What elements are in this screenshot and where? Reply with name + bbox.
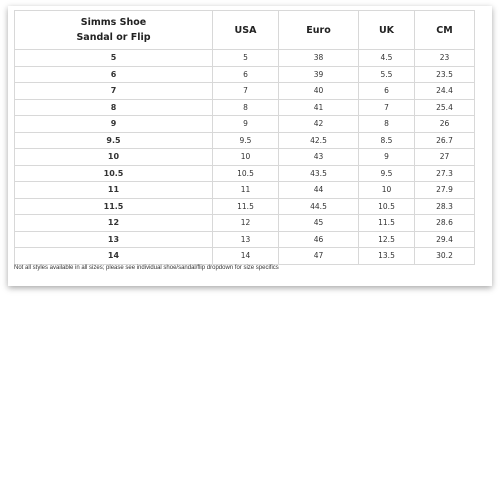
table-cell: 43 xyxy=(279,149,359,166)
table-cell: 26.7 xyxy=(415,132,475,149)
table-cell: 12 xyxy=(15,215,213,232)
table-cell: 8 xyxy=(15,99,213,116)
table-cell: 11.5 xyxy=(213,198,279,215)
table-row xyxy=(15,231,475,248)
table-cell: 4.5 xyxy=(359,50,415,67)
table-cell: 8.5 xyxy=(359,132,415,149)
table-row xyxy=(15,66,475,83)
table-cell: 10.5 xyxy=(359,198,415,215)
table-cell: 25.4 xyxy=(415,99,475,116)
header-uk: UK xyxy=(359,11,415,50)
table-row xyxy=(15,99,475,116)
table-cell: 42.5 xyxy=(279,132,359,149)
table-cell: 46 xyxy=(279,231,359,248)
table-cell: 7 xyxy=(15,83,213,100)
table-row xyxy=(15,198,475,215)
table-cell: 13 xyxy=(213,231,279,248)
table-row xyxy=(15,215,475,232)
table-row xyxy=(15,83,475,100)
table-cell: 27.3 xyxy=(415,165,475,182)
table-cell: 41 xyxy=(279,99,359,116)
table-row xyxy=(15,165,475,182)
table-cell: 24.4 xyxy=(415,83,475,100)
table-cell: 40 xyxy=(279,83,359,100)
table-cell: 30.2 xyxy=(415,248,475,265)
table-cell: 38 xyxy=(279,50,359,67)
table-cell: 28.3 xyxy=(415,198,475,215)
table-cell: 44 xyxy=(279,182,359,199)
table-cell: 29.4 xyxy=(415,231,475,248)
table-cell: 27.9 xyxy=(415,182,475,199)
table-cell: 5 xyxy=(15,50,213,67)
table-cell: 10 xyxy=(15,149,213,166)
table-cell: 11 xyxy=(213,182,279,199)
table-cell: 12 xyxy=(213,215,279,232)
header-simms-shoe: Simms Shoe Sandal or Flip xyxy=(15,11,213,50)
table-cell: 8 xyxy=(213,99,279,116)
header-usa: USA xyxy=(213,11,279,50)
header-euro: Euro xyxy=(279,11,359,50)
table-row xyxy=(15,132,475,149)
size-chart-card xyxy=(8,6,492,286)
table-cell: 10 xyxy=(359,182,415,199)
table-cell: 9 xyxy=(15,116,213,133)
table-row xyxy=(15,248,475,265)
table-row xyxy=(15,50,475,67)
table-cell: 44.5 xyxy=(279,198,359,215)
table-row xyxy=(15,182,475,199)
table-cell: 5 xyxy=(213,50,279,67)
table-cell: 47 xyxy=(279,248,359,265)
table-cell: 10.5 xyxy=(15,165,213,182)
table-cell: 14 xyxy=(213,248,279,265)
table-cell: 9.5 xyxy=(359,165,415,182)
table-cell: 11.5 xyxy=(15,198,213,215)
table-cell: 8 xyxy=(359,116,415,133)
table-cell: 10.5 xyxy=(213,165,279,182)
table-cell: 9 xyxy=(213,116,279,133)
table-cell: 11 xyxy=(15,182,213,199)
table-cell: 5.5 xyxy=(359,66,415,83)
table-cell: 23.5 xyxy=(415,66,475,83)
table-cell: 27 xyxy=(415,149,475,166)
table-cell: 9.5 xyxy=(15,132,213,149)
table-cell: 28.6 xyxy=(415,215,475,232)
table-cell: 45 xyxy=(279,215,359,232)
table-cell: 10 xyxy=(213,149,279,166)
table-cell: 12.5 xyxy=(359,231,415,248)
table-cell: 9.5 xyxy=(213,132,279,149)
table-body xyxy=(15,50,475,265)
table-cell: 43.5 xyxy=(279,165,359,182)
table-cell: 6 xyxy=(359,83,415,100)
table-cell: 11.5 xyxy=(359,215,415,232)
table-cell: 6 xyxy=(213,66,279,83)
table-cell: 26 xyxy=(415,116,475,133)
table-cell: 39 xyxy=(279,66,359,83)
table-cell: 9 xyxy=(359,149,415,166)
availability-note: Not all styles available in all sizes; please see individual shoe/sandal/flip dropdown for size specifics xyxy=(14,265,279,271)
table-row xyxy=(15,149,475,166)
header-cm: CM xyxy=(415,11,475,50)
table-cell: 6 xyxy=(15,66,213,83)
table-cell: 13 xyxy=(15,231,213,248)
table-cell: 7 xyxy=(359,99,415,116)
table-cell: 42 xyxy=(279,116,359,133)
size-chart-table xyxy=(14,10,475,265)
table-header-row xyxy=(15,11,475,50)
table-cell: 23 xyxy=(415,50,475,67)
table-row xyxy=(15,116,475,133)
table-cell: 7 xyxy=(213,83,279,100)
table-cell: 14 xyxy=(15,248,213,265)
table-cell: 13.5 xyxy=(359,248,415,265)
